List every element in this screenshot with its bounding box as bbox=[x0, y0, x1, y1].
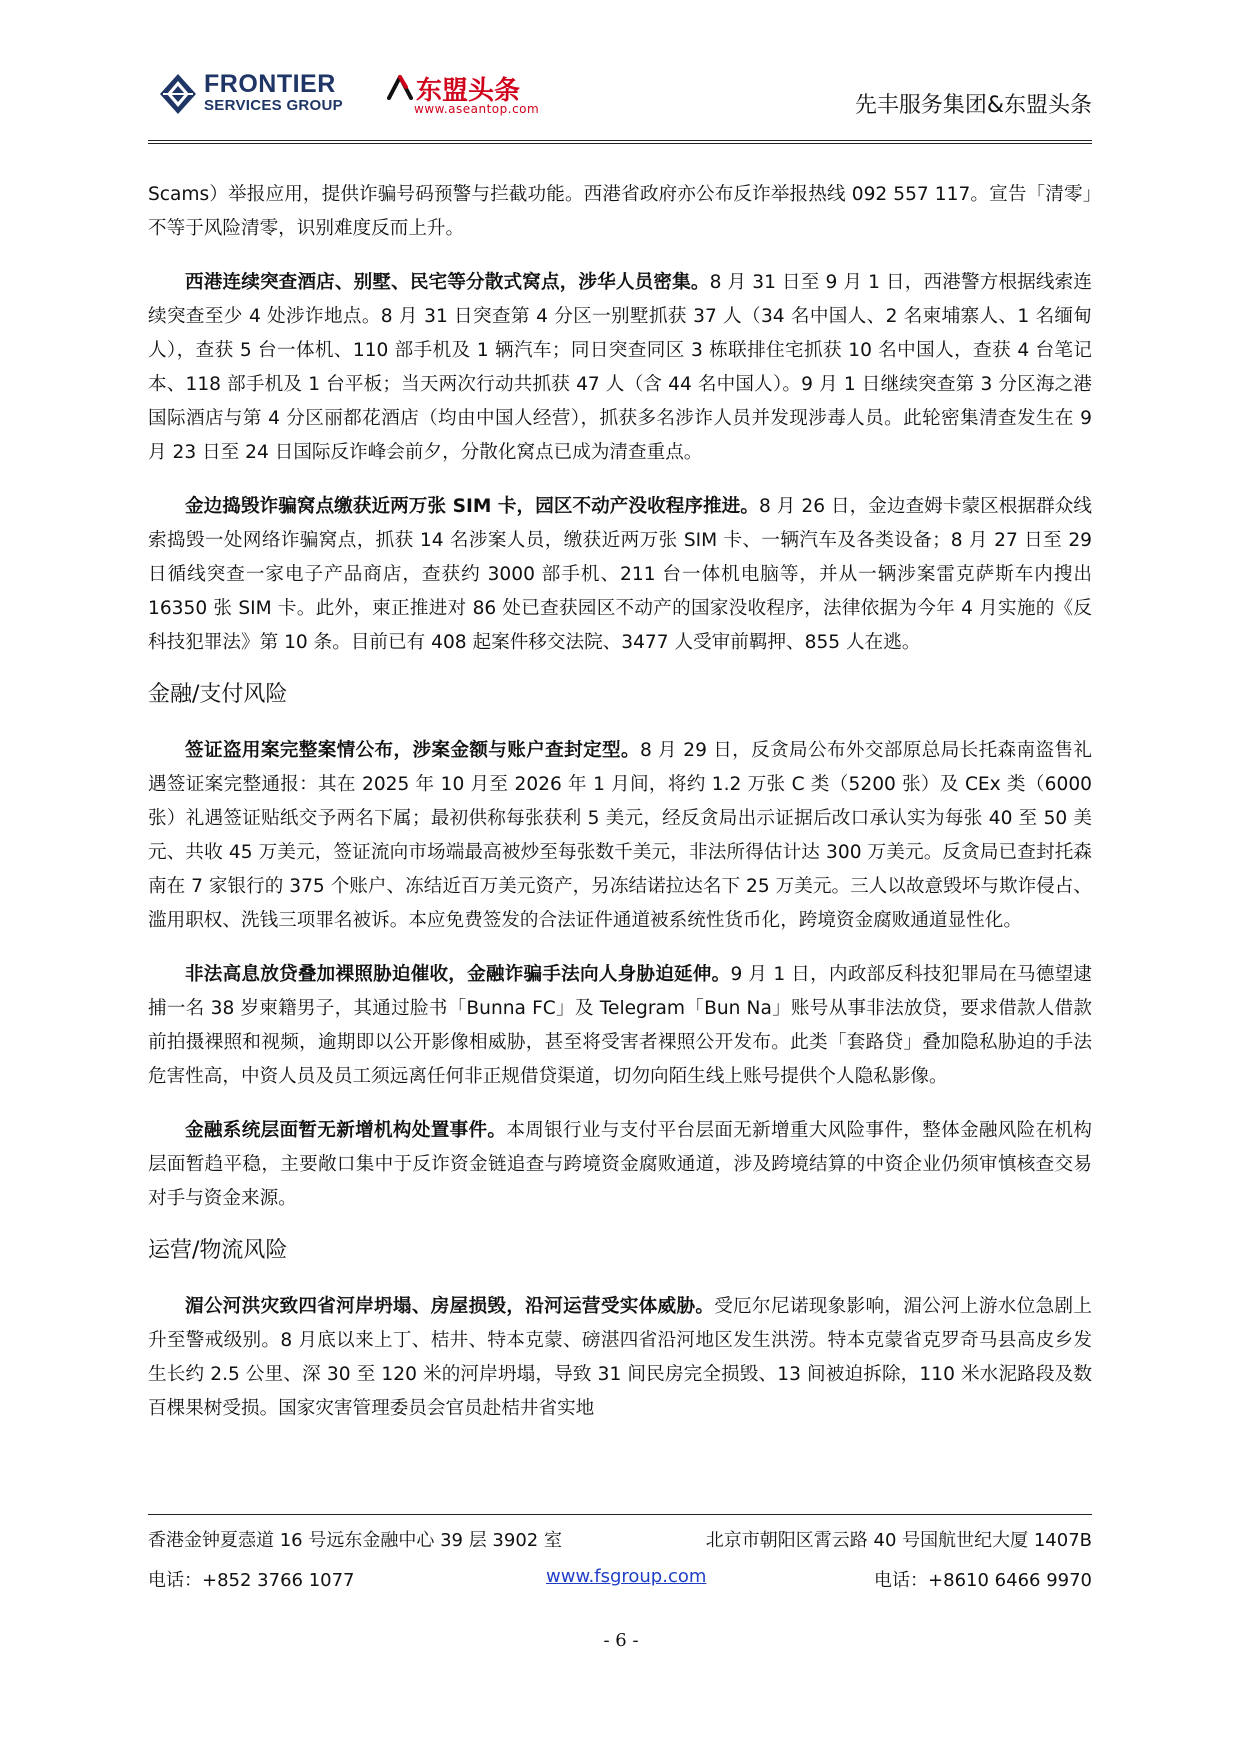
paragraph-lead: 湄公河洪灾致四省河岸坍塌、房屋损毁，沿河运营受实体威胁。 bbox=[185, 1296, 715, 1317]
paragraph-text: 8 月 26 日，金边查姆卡蒙区根据群众线索捣毁一处网络诈骗窝点，抓获 14 名涉案人员，缴获近两万张 SIM 卡、一辆汽车及各类设备；8 月 27 日至 29 日循线突查一家电子产品商店，查获约 3000 部手机、211 台一体机电脑等，并从一辆涉案雷克萨斯车内搜出 16350 张 SIM 卡。此外，柬正推进对 86 处已查获园区不动产的国家没收程序，法律依据为今年 4 月实施的《反科技犯罪法》第 10 条。目前已有 408 起案件移交法院、3477 人受审前羁押、855 人在逃。 bbox=[148, 496, 1092, 653]
page-footer bbox=[148, 1526, 1092, 1606]
paragraph-continued bbox=[148, 178, 1092, 246]
beijing-phone: 电话：+8610 6466 9970 bbox=[874, 1570, 1092, 1591]
aseantop-logo-name: 东盟头条 bbox=[416, 76, 521, 106]
paragraph-text: 8 月 29 日，反贪局公布外交部原总局长托森南盗售礼遇签证案完整通报：其在 2025 年 10 月至 2026 年 1 月间，将约 1.2 万张 C 类（5200 张）及 CEx 类（6000 张）礼遇签证贴纸交予两名下属；最初供称每张获利 5 美元，经反贪局出示证据后改口承认实为每张 40 至 50 美元、共收 45 万美元，签证流向市场端最高被炒至每张数千美元，非法所得估计达 300 万美元。反贪局已查封托森南在 7 家银行的 375 个账户、冻结近百万美元资产，另冻结诺拉达名下 25 万美元。三人以故意毁坏与欺诈侵占、滥用职权、洗钱三项罪名被诉。本应免费签发的合法证件通道被系统性货币化，跨境资金腐败通道显性化。 bbox=[148, 740, 1092, 931]
hong-kong-phone: 电话：+852 3766 1077 bbox=[148, 1570, 355, 1591]
page-number: - 6 - bbox=[603, 1630, 639, 1651]
frontier-services-logo bbox=[158, 70, 378, 122]
paragraph-text: 受厄尔尼诺现象影响，湄公河上游水位急剧上升至警戒级别。8 月底以来上丁、桔井、特本克蒙、磅湛四省沿河地区发生洪涝。特本克蒙省克罗奇马县高皮乡发生长约 2.5 公里、深 30 至 120 米的河岸坍塌，导致 31 间民房完全损毁、13 间被迫拆除，110 米水泥路段及数百棵果树受损。国家灾害管理委员会官员赴桔井省实地 bbox=[148, 1296, 1092, 1419]
fsg-logo-line2: SERVICES GROUP bbox=[204, 97, 343, 114]
document-body bbox=[148, 178, 1092, 1446]
paragraph-mekong-flood bbox=[148, 1290, 1092, 1426]
section-heading-operations: 运营/物流风险 bbox=[148, 1238, 288, 1263]
header-divider bbox=[148, 140, 1092, 141]
aseantop-logo-url: www.aseantop.com bbox=[414, 102, 540, 116]
paragraph-lead: 非法高息放贷叠加裸照胁迫催收，金融诈骗手法向人身胁迫延伸。 bbox=[185, 964, 731, 985]
paragraph-text: Scams）举报应用，提供诈骗号码预警与拦截功能。西港省政府亦公布反诈举报热线 092 557 117。宣告「清零」不等于风险清零，识别难度反而上升。 bbox=[148, 184, 1092, 239]
paragraph-sihanoukville-raids bbox=[148, 266, 1092, 470]
paragraph-visa-case bbox=[148, 734, 1092, 938]
paragraph-lead: 签证盗用案完整案情公布，涉案金额与账户查封定型。 bbox=[185, 740, 640, 761]
paragraph-lead: 金边捣毁诈骗窝点缴获近两万张 SIM 卡，园区不动产没收程序推进。 bbox=[185, 496, 759, 517]
page-header bbox=[148, 70, 1092, 126]
hong-kong-address: 香港金钟夏悫道 16 号远东金融中心 39 层 3902 室 bbox=[148, 1530, 562, 1551]
website-link[interactable]: www.fsgroup.com bbox=[546, 1566, 707, 1587]
paragraph-financial-system bbox=[148, 1114, 1092, 1216]
paragraph-lead: 西港连续突查酒店、别墅、民宅等分散式窝点，涉华人员密集。 bbox=[185, 272, 710, 293]
paragraph-text: 9 月 1 日，内政部反科技犯罪局在马德望逮捕一名 38 岁柬籍男子，其通过脸书「Bunna FC」及 Telegram「Bun Na」账号从事非法放贷，要求借款人借款前拍摄裸照和视频，逾期即以公开影像相威胁，甚至将受害者裸照公开发布。此类「套路贷」叠加隐私胁迫的手法危害性高，中资人员及员工须远离任何非正规借贷渠道，切勿向陌生线上账号提供个人隐私影像。 bbox=[148, 964, 1092, 1087]
paragraph-phnom-penh-sim bbox=[148, 490, 1092, 660]
paragraph-text: 8 月 31 日至 9 月 1 日，西港警方根据线索连续突查至少 4 处涉诈地点。8 月 31 日突查第 4 分区一别墅抓获 37 人（34 名中国人、2 名柬埔寨人、1 名缅甸人），查获 5 台一体机、110 部手机及 1 辆汽车；同日突查同区 3 栋联排住宅抓获 10 名中国人，查获 4 台笔记本、118 部手机及 1 台平板；当天两次行动共抓获 47 人（含 44 名中国人）。9 月 1 日继续突查第 3 分区海之港国际酒店与第 4 分区丽都花酒店（均由中国人经营），抓获多名涉诈人员并发现涉毒人员。此轮密集清查发生在 9 月 23 日至 24 日国际反诈峰会前夕，分散化窝点已成为清查重点。 bbox=[148, 272, 1092, 463]
fsg-emblem-icon bbox=[158, 72, 198, 116]
header-title: 先丰服务集团&东盟头条 bbox=[854, 93, 1092, 118]
footer-divider bbox=[148, 1514, 1092, 1515]
beijing-address: 北京市朝阳区霄云路 40 号国航世纪大厦 1407B bbox=[705, 1530, 1092, 1551]
section-heading-finance: 金融/支付风险 bbox=[148, 682, 288, 707]
paragraph-lead: 金融系统层面暂无新增机构处置事件。 bbox=[185, 1120, 507, 1141]
paragraph-text: 本周银行业与支付平台层面无新增重大风险事件，整体金融风险在机构层面暂趋平稳，主要敞口集中于反诈资金链追查与跨境资金腐败通道，涉及跨境结算的中资企业仍须审慎核查交易对手与资金来源。 bbox=[148, 1120, 1092, 1209]
aseantop-logo bbox=[386, 70, 586, 122]
paragraph-illegal-lending bbox=[148, 958, 1092, 1094]
header-divider-secondary bbox=[148, 143, 1092, 144]
aseantop-mark-icon bbox=[386, 74, 414, 100]
fsg-logo-line1: FRONTIER bbox=[204, 70, 336, 98]
